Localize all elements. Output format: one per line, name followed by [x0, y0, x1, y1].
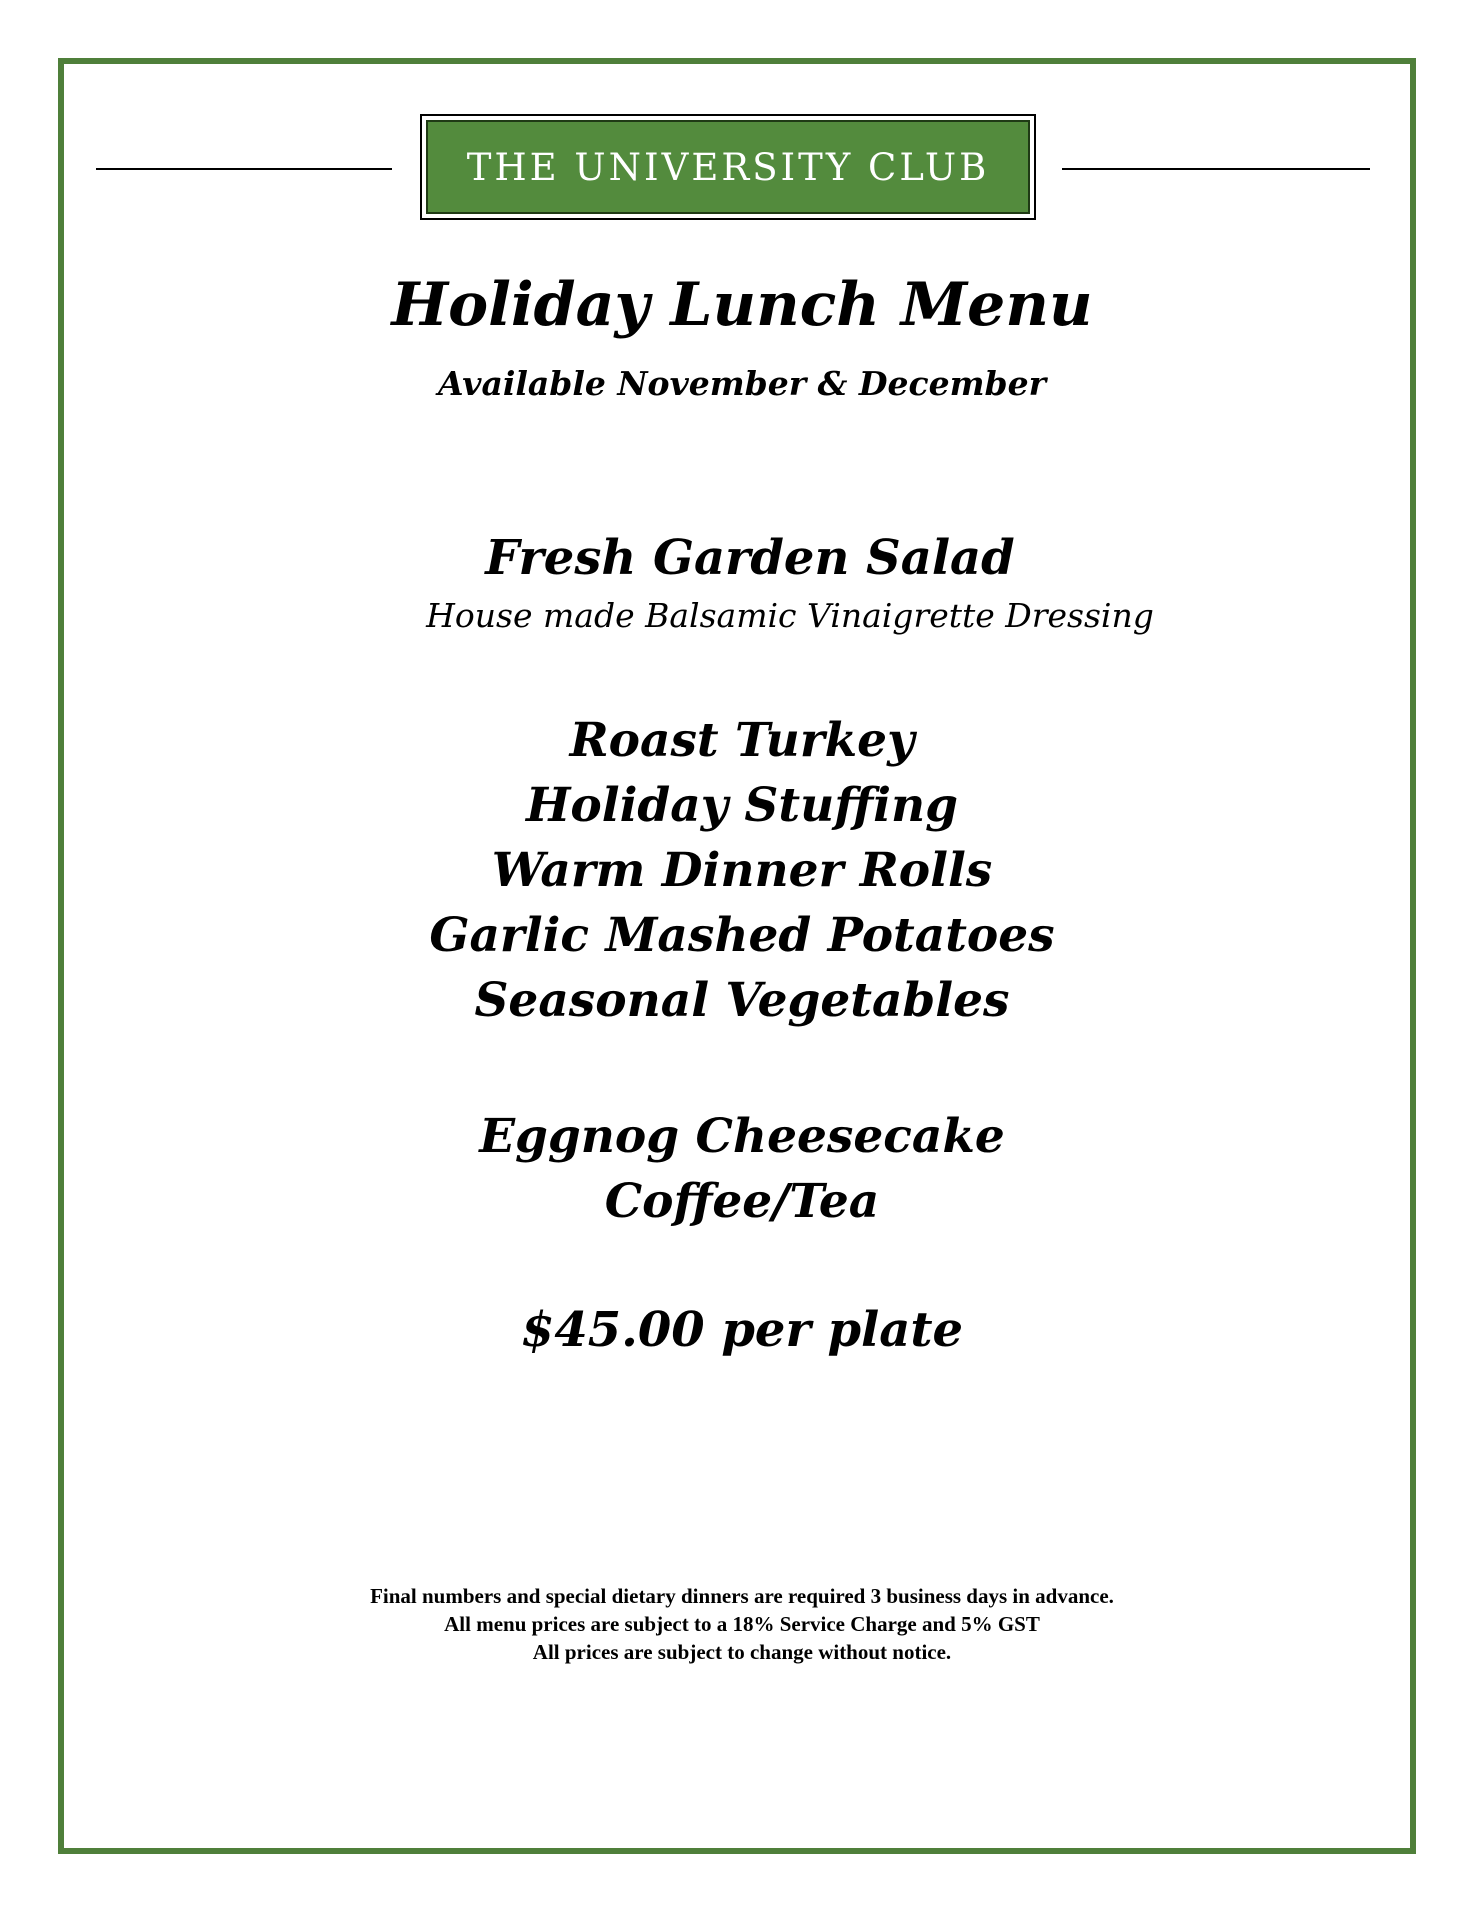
menu-title: Holiday Lunch Menu — [391, 270, 1093, 340]
club-logo-panel — [426, 120, 1030, 214]
header-rule-right — [1062, 168, 1370, 170]
menu-item: Coffee/Tea — [604, 1174, 880, 1229]
price-per-plate: $45.00 per plate — [520, 1302, 964, 1358]
footer-notes — [0, 1582, 1484, 1666]
note-line: All menu prices are subject to a 18% Service Charge and 5% GST — [444, 1612, 1040, 1636]
club-name: THE UNIVERSITY CLUB — [466, 145, 990, 189]
dessert-list — [0, 1104, 1484, 1234]
menu-item: Holiday Stuffing — [525, 778, 959, 833]
salad-description: House made Balsamic Vinaigrette Dressing — [426, 596, 1154, 635]
main-course-list — [0, 708, 1484, 1033]
salad-name: Fresh Garden Salad — [485, 530, 1015, 586]
note-line: Final numbers and special dietary dinners are required 3 business days in advance. — [370, 1584, 1114, 1608]
note-line: All prices are subject to change without notice. — [532, 1640, 952, 1664]
menu-availability: Available November & December — [438, 364, 1046, 403]
menu-item: Eggnog Cheesecake — [479, 1109, 1005, 1164]
menu-item: Seasonal Vegetables — [474, 973, 1010, 1028]
menu-item: Garlic Mashed Potatoes — [429, 908, 1055, 963]
header-rule-left — [96, 168, 392, 170]
menu-item: Warm Dinner Rolls — [491, 843, 993, 898]
club-logo — [420, 114, 1036, 220]
menu-item: Roast Turkey — [569, 713, 915, 768]
